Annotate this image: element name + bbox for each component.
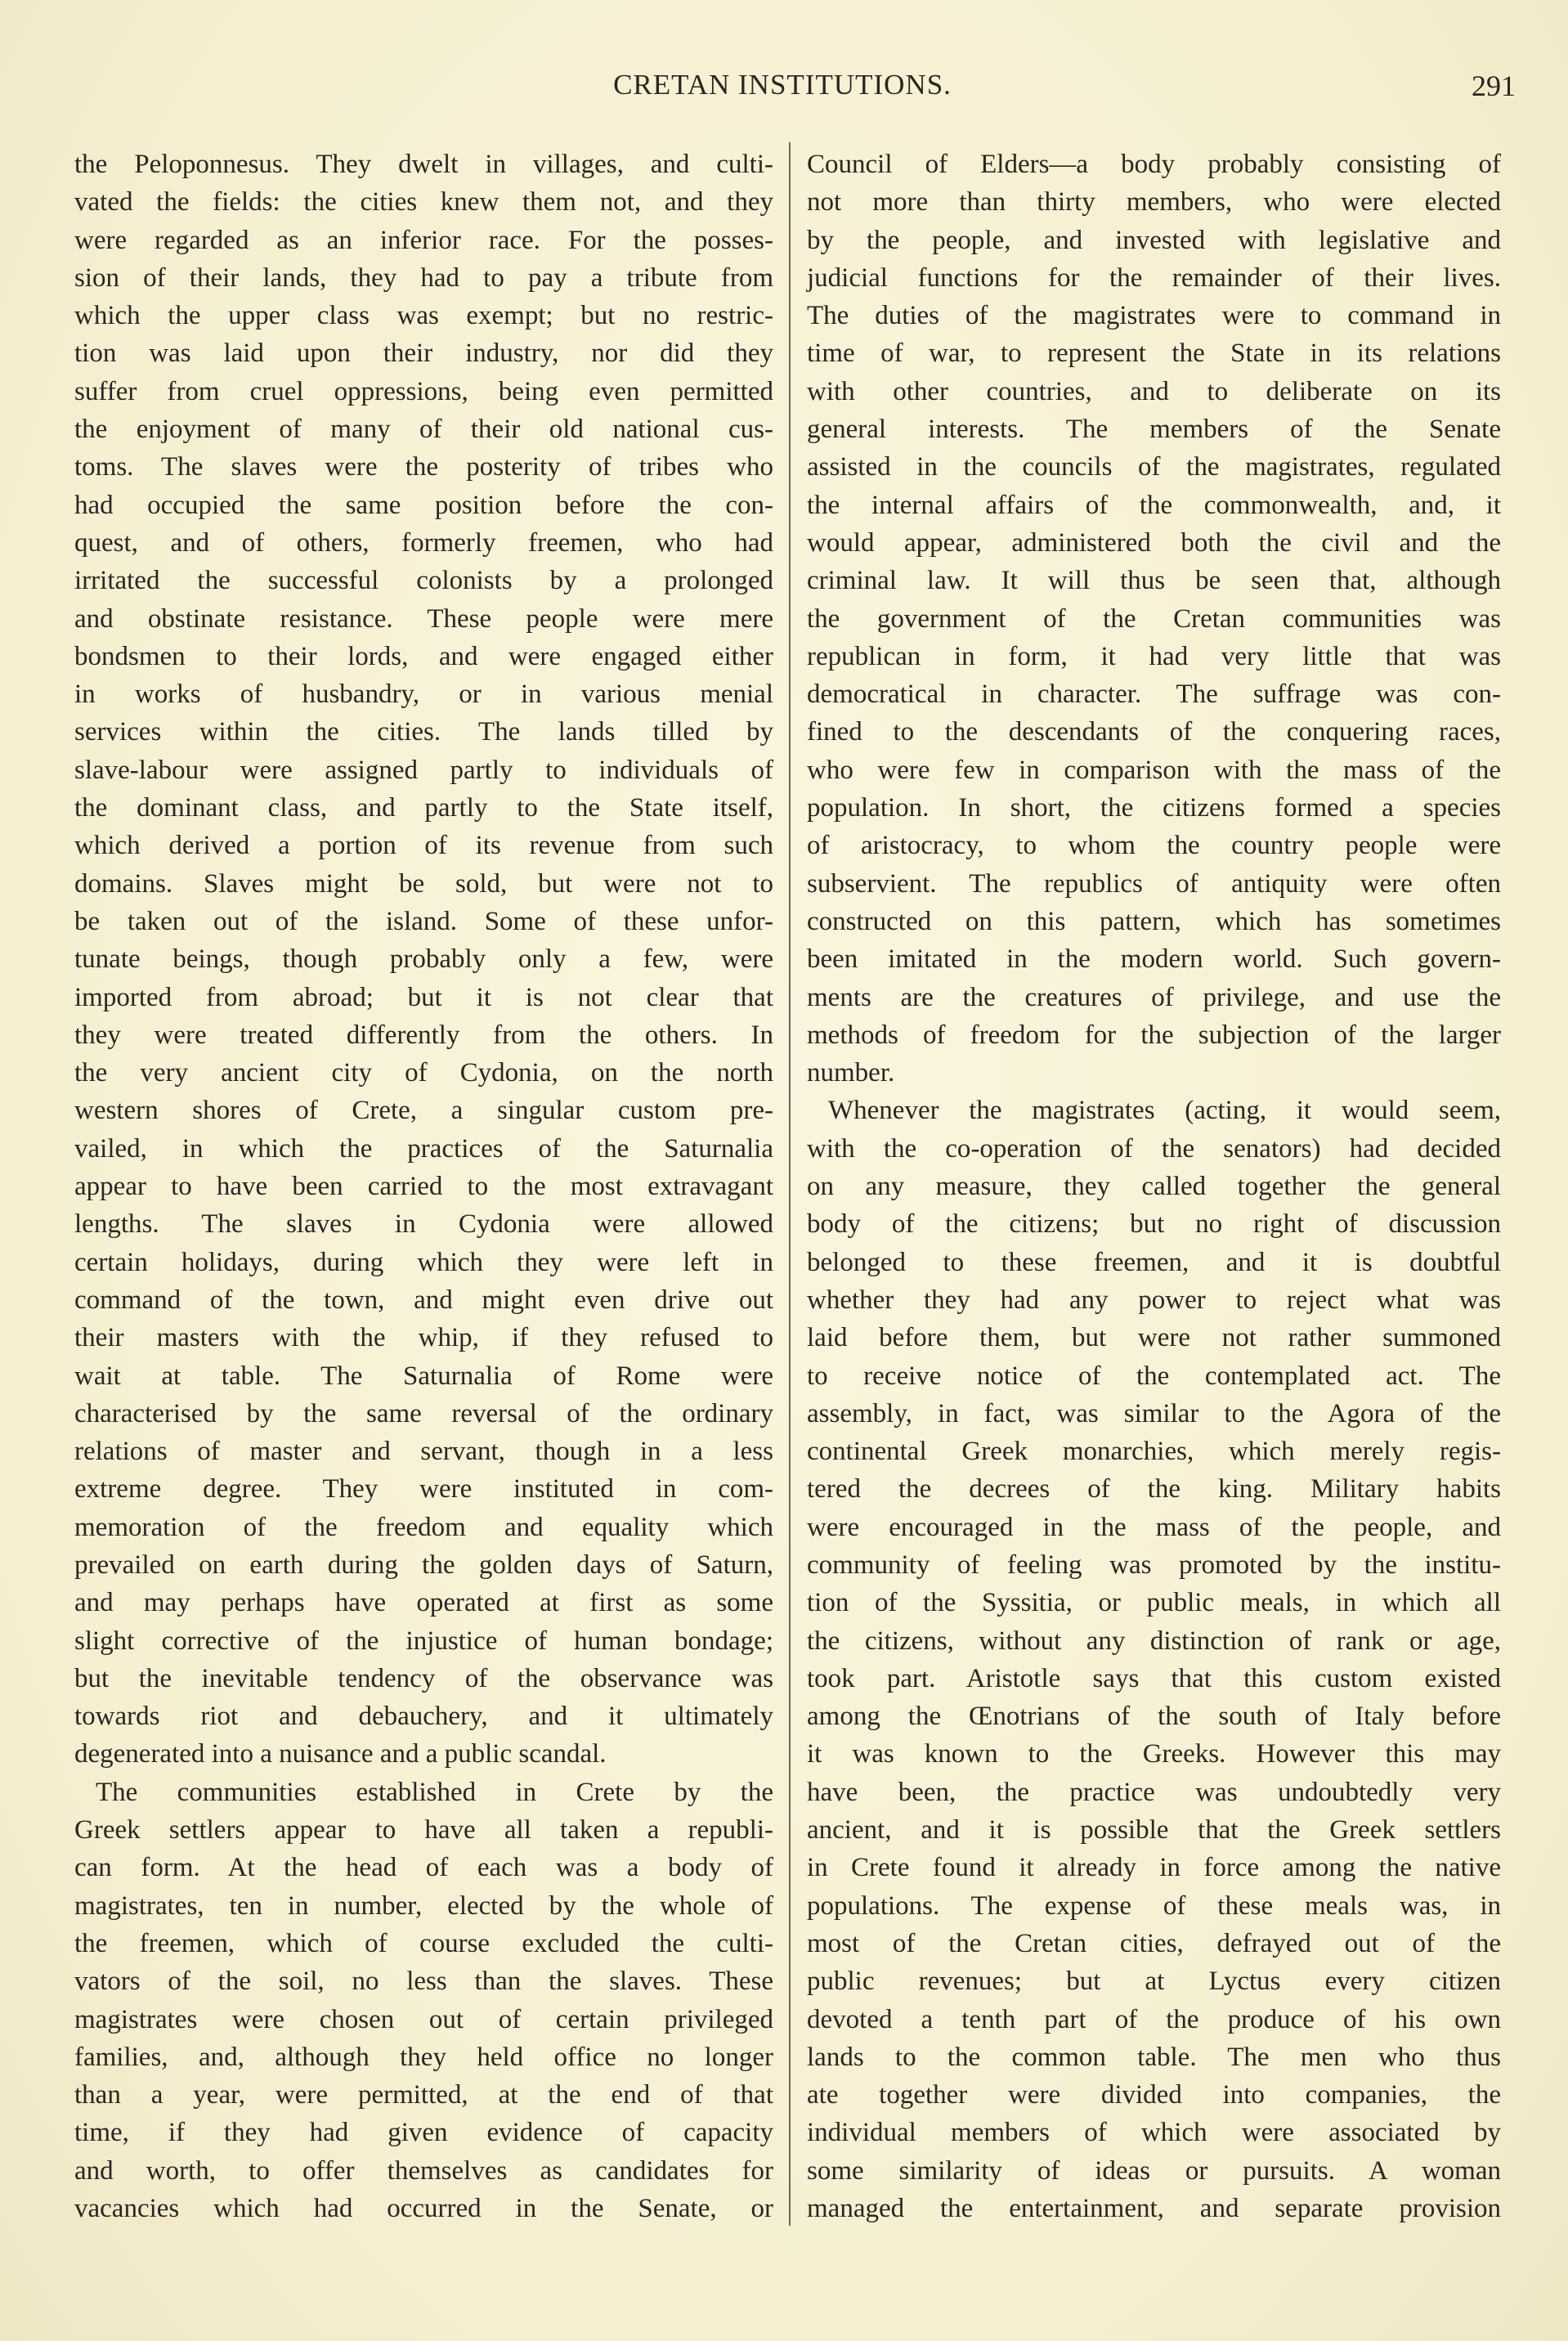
text-line: but the inevitable tendency of the observance was [74, 1663, 773, 1693]
text-line: would appear, administered both the civil and the [807, 527, 1501, 558]
text-line: criminal law. It will thus be seen that, although [807, 566, 1501, 596]
text-line: with the co-operation of the senators) had decided [807, 1133, 1501, 1164]
text-line: among the Œnotrians of the south of Italy before [807, 1702, 1501, 1732]
text-line: slave-labour were assigned partly to individuals of [74, 755, 773, 785]
text-line: irritated the successful colonists by a prolonged [74, 566, 773, 596]
text-line: been imitated in the modern world. Such govern- [807, 944, 1501, 975]
text-line: appear to have been carried to the most extravagant [74, 1172, 773, 1202]
text-line: tered the decrees of the king. Military habits [807, 1474, 1501, 1505]
text-line: had occupied the same position before the con- [74, 490, 773, 520]
text-line: time, if they had given evidence of capacity [74, 2118, 773, 2148]
text-line: constructed on this pattern, which has sometimes [807, 906, 1501, 936]
right-column [807, 146, 1501, 2227]
text-line: vated the fields: the cities knew them not, and they [74, 187, 773, 218]
text-line: body of the citizens; but no right of discussion [807, 1209, 1501, 1240]
text-line: tion was laid upon their industry, nor did they [74, 339, 773, 369]
text-line: and obstinate resistance. These people were mere [74, 603, 773, 634]
text-line: toms. The slaves were the posterity of tribes who [74, 452, 773, 482]
text-line: the very ancient city of Cydonia, on the north [74, 1058, 773, 1088]
text-line: tunate beings, though probably only a few, were [74, 944, 773, 975]
text-line: republican in form, it had very little that was [807, 641, 1501, 671]
text-line: by the people, and invested with legislative and [807, 225, 1501, 255]
text-line: who were few in comparison with the mass of the [807, 755, 1501, 785]
text-line: characterised by the same reversal of the ordinary [74, 1398, 773, 1428]
text-line: some similarity of ideas or pursuits. A woman [807, 2155, 1501, 2186]
text-line: the government of the Cretan communities was [807, 603, 1501, 634]
text-line: community of feeling was promoted by the institu- [807, 1549, 1501, 1580]
running-head [0, 69, 1568, 110]
text-line: the dominant class, and partly to the State itself, [74, 793, 773, 823]
text-line: slight corrective of the injustice of human bondage; [74, 1626, 773, 1656]
text-line: on any measure, they called together the general [807, 1172, 1501, 1202]
text-line: to receive notice of the contemplated act. The [807, 1361, 1501, 1391]
text-line: suffer from cruel oppressions, being even permitted [74, 376, 773, 406]
text-line: vators of the soil, no less than the slaves. These [74, 1967, 773, 1997]
text-line: sion of their lands, they had to pay a tribute from [74, 262, 773, 293]
text-line: lands to the common table. The men who thus [807, 2042, 1501, 2072]
text-line: and may perhaps have operated at first as some [74, 1588, 773, 1618]
text-line: of aristocracy, to whom the country people were [807, 831, 1501, 861]
text-line: than a year, were permitted, at the end of that [74, 2080, 773, 2110]
left-column [74, 146, 773, 2227]
text-line: were encouraged in the mass of the people, and [807, 1512, 1501, 1542]
text-line: certain holidays, during which they were left in [74, 1247, 773, 1277]
text-line: belonged to these freemen, and it is doubtful [807, 1247, 1501, 1277]
text-line: devoted a tenth part of the produce of his own [807, 2004, 1501, 2034]
paragraph [74, 1774, 773, 2228]
text-line: relations of master and servant, though in a less [74, 1437, 773, 1467]
text-line: not more than thirty members, who were elected [807, 187, 1501, 218]
text-line: ancient, and it is possible that the Greek settlers [807, 1815, 1501, 1845]
text-line: general interests. The members of the Senate [807, 415, 1501, 445]
paragraph [74, 146, 773, 1774]
text-line: lengths. The slaves in Cydonia were allowed [74, 1209, 773, 1240]
text-line: magistrates were chosen out of certain privileged [74, 2004, 773, 2034]
text-line: Greek settlers appear to have all taken a republi- [74, 1815, 773, 1845]
text-line: families, and, although they held office no longer [74, 2042, 773, 2072]
text-line: prevailed on earth during the golden days of Saturn, [74, 1549, 773, 1580]
text-line: their masters with the whip, if they refused to [74, 1323, 773, 1353]
text-line: magistrates, ten in number, elected by the whole of [74, 1890, 773, 1921]
text-line: in Crete found it already in force among the native [807, 1853, 1501, 1883]
text-line: they were treated differently from the others. In [74, 1020, 773, 1050]
text-line: populations. The expense of these meals was, in [807, 1890, 1501, 1921]
text-line: public revenues; but at Lyctus every citizen [807, 1967, 1501, 1997]
text-line: the enjoyment of many of their old national cus- [74, 415, 773, 445]
text-line: which derived a portion of its revenue from such [74, 831, 773, 861]
text-line: continental Greek monarchies, which merely regis- [807, 1437, 1501, 1467]
page-number: 291 [1472, 70, 1516, 102]
text-line: took part. Aristotle says that this custom existed [807, 1663, 1501, 1693]
text-line: degenerated into a nuisance and a public scandal. [74, 1739, 607, 1769]
text-line: bondsmen to their lords, and were engaged either [74, 641, 773, 671]
text-line: Whenever the magistrates (acting, it would seem, [828, 1096, 1501, 1126]
text-line: judicial functions for the remainder of their lives. [807, 262, 1501, 293]
text-line: which the upper class was exempt; but no restric- [74, 301, 773, 331]
text-line: number. [807, 1058, 895, 1088]
text-line: The duties of the magistrates were to command in [807, 301, 1501, 331]
paragraph [807, 1092, 1501, 2227]
text-line: time of war, to represent the State in its relations [807, 339, 1501, 369]
running-head-title: CRETAN INSTITUTIONS. [613, 69, 952, 101]
text-line: the freemen, which of course excluded the culti- [74, 1928, 773, 1958]
text-line: can form. At the head of each was a body of [74, 1853, 773, 1883]
text-line: population. In short, the citizens formed a species [807, 793, 1501, 823]
text-line: individual members of which were associated by [807, 2118, 1501, 2148]
text-line: command of the town, and might even drive out [74, 1285, 773, 1315]
text-line: vacancies which had occurred in the Senate, or [74, 2194, 773, 2224]
column-divider [789, 142, 791, 2226]
text-line: fined to the descendants of the conquering races, [807, 717, 1501, 747]
text-line: were regarded as an inferior race. For the posses- [74, 225, 773, 255]
text-line: in works of husbandry, or in various menial [74, 679, 773, 710]
text-line: western shores of Crete, a singular custom pre- [74, 1096, 773, 1126]
text-line: be taken out of the island. Some of these unfor- [74, 906, 773, 936]
text-line: it was known to the Greeks. However this may [807, 1739, 1501, 1769]
text-line: tion of the Syssitia, or public meals, in which all [807, 1588, 1501, 1618]
text-line: quest, and of others, formerly freemen, who had [74, 527, 773, 558]
text-line: the citizens, without any distinction of rank or age, [807, 1626, 1501, 1656]
text-line: memoration of the freedom and equality which [74, 1512, 773, 1542]
text-line: towards riot and debauchery, and it ultimately [74, 1702, 773, 1732]
text-line: domains. Slaves might be sold, but were not to [74, 868, 773, 899]
text-line: assembly, in fact, was similar to the Agora of the [807, 1398, 1501, 1428]
paragraph [807, 146, 1501, 1092]
text-line: have been, the practice was undoubtedly very [807, 1777, 1501, 1807]
text-line: The communities established in Crete by the [96, 1777, 773, 1807]
text-line: subservient. The republics of antiquity were often [807, 868, 1501, 899]
text-line: vailed, in which the practices of the Saturnalia [74, 1133, 773, 1164]
text-line: imported from abroad; but it is not clear that [74, 982, 773, 1012]
text-line: whether they had any power to reject what was [807, 1285, 1501, 1315]
text-line: extreme degree. They were instituted in com- [74, 1474, 773, 1505]
text-line: with other countries, and to deliberate on its [807, 376, 1501, 406]
text-line: most of the Cretan cities, defrayed out of the [807, 1928, 1501, 1958]
text-line: wait at table. The Saturnalia of Rome were [74, 1361, 773, 1391]
text-line: services within the cities. The lands tilled by [74, 717, 773, 747]
text-line: laid before them, but were not rather summoned [807, 1323, 1501, 1353]
text-line: the internal affairs of the commonwealth, and, it [807, 490, 1501, 520]
text-line: Council of Elders—a body probably consisting of [807, 150, 1501, 179]
text-line: assisted in the councils of the magistrates, regulated [807, 452, 1501, 482]
text-line: the Peloponnesus. They dwelt in villages, and culti- [74, 150, 773, 179]
text-line: methods of freedom for the subjection of the larger [807, 1020, 1501, 1050]
text-line: managed the entertainment, and separate provision [807, 2194, 1501, 2224]
text-line: ments are the creatures of privilege, and use the [807, 982, 1501, 1012]
text-line: and worth, to offer themselves as candidates for [74, 2155, 773, 2186]
text-line: ate together were divided into companies, the [807, 2080, 1501, 2110]
text-line: democratical in character. The suffrage was con- [807, 679, 1501, 710]
